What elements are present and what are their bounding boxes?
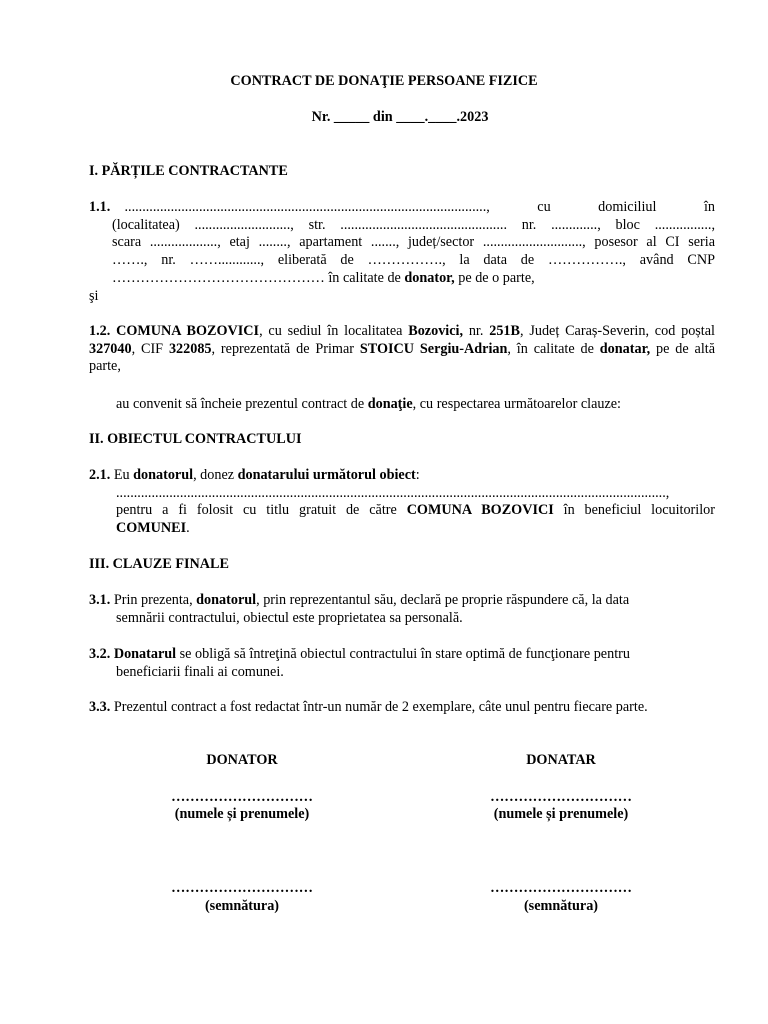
agreement-text-a: au convenit să încheie prezentul contract de (116, 396, 368, 412)
paragraph-1-2 (89, 323, 715, 376)
p12-text-7: pe de altă parte, (89, 340, 716, 375)
donatar-name-label: (numele și prenumele) (493, 806, 629, 823)
agreement-donatie: donaţie (367, 396, 413, 412)
section-3-heading-text: III. CLAUZE FINALE (89, 556, 229, 572)
donatar-sign-dots: ………………………… (490, 880, 632, 897)
p11-donator-bold: donator, (404, 269, 455, 286)
donator-sign-label: (semnătura) (204, 897, 280, 914)
p32-line-1 (89, 646, 715, 664)
p32-text-1: se obligă să întreţină obiectul contractului în stare optimă de funcţionare pentru (176, 646, 630, 662)
donator-title: DONATOR (206, 752, 278, 768)
section-3-heading (89, 556, 229, 574)
p32-number: 3.2. (89, 646, 111, 662)
donatar-name-dots: ………………………… (490, 788, 632, 805)
p21-text-1: Eu (110, 467, 134, 483)
p21-text-2: , donez (193, 467, 238, 483)
p21-object-bold: donatarului următorul obiect (237, 467, 416, 483)
contract-title (0, 73, 768, 91)
p12-locality: Bozovici, (408, 323, 464, 339)
p12-postal-code: 327040 (89, 340, 132, 357)
p21-line-1 (89, 467, 715, 485)
paragraph-3-1 (89, 592, 715, 627)
p12-text-1: , cu sediul în localitatea (259, 323, 409, 339)
p21-comuna: COMUNA BOZOVICI (406, 502, 554, 519)
p31-line-1 (89, 592, 715, 610)
donator-sign-dots: ………………………… (171, 880, 313, 897)
p12-mayor: STOICU Sergiu-Adrian (359, 340, 508, 357)
p12-text-2: nr. (463, 323, 490, 339)
word-si: şi (89, 287, 99, 304)
p11-word-cu: cu (537, 199, 551, 215)
p21-line-3-c: în beneficiul locuitorilor (553, 502, 715, 519)
donatar-title: DONATAR (526, 752, 596, 768)
paragraph-3-2 (89, 646, 715, 681)
p33-number: 3.3. (89, 699, 111, 715)
p11-line-5-c: pe de o parte, (454, 269, 535, 286)
contract-number (0, 109, 768, 127)
donator-name-dots: ………………………… (171, 788, 313, 805)
paragraph-3-3 (89, 699, 729, 717)
signature-donatar (461, 752, 661, 916)
p21-period: . (186, 520, 190, 537)
p12-name: COMUNA BOZOVICI (116, 323, 260, 339)
p11-line-5 (112, 270, 715, 288)
p11-line-5-a: ……………………………………… în calitate de (112, 269, 405, 286)
section-2-heading (89, 431, 301, 449)
p12-cif: 322085 (168, 340, 212, 357)
p11-line-3: scara ..................., etaj ........, apartament ......., județ/sector ............................, posesor al CI seria (112, 234, 715, 251)
p32-donatarul: Donatarul (113, 646, 177, 662)
p12-street-number: 251B (489, 323, 520, 339)
section-2-heading-text: II. OBIECTUL CONTRACTULUI (89, 431, 302, 447)
p11-number: 1.1. (89, 199, 111, 215)
p11-line-2: (localitatea) ..........................., str. ............................................... nr. ............., bloc ................, (112, 216, 715, 233)
contract-title-text: CONTRACT DE DONAŢIE PERSOANE FIZICE (230, 73, 538, 89)
p21-line-4 (116, 520, 715, 538)
section-1-heading-text: I. PĂRȚILE CONTRACTANTE (89, 163, 288, 179)
p11-word-in: în (703, 199, 715, 215)
signature-donator (142, 752, 342, 916)
contract-number-text: Nr. _____ din ____.____.2023 (311, 109, 489, 125)
p12-number: 1.2. (89, 323, 111, 339)
p12-text-4: , CIF (131, 340, 169, 357)
p21-number: 2.1. (89, 467, 111, 483)
p11-name-dots: ......................................................................................................, (124, 199, 490, 215)
p31-donatorul: donatorul (196, 592, 257, 608)
p11-line-4: ……., nr. ……............, eliberată de ……………., la data de ……………., având CNP (112, 252, 715, 269)
p31-line-2: semnării contractului, obiectul este proprietatea sa personală. (116, 609, 463, 626)
p12-text-6: , în calitate de (507, 340, 600, 357)
p21-line-3-a: pentru a fi folosit cu titlu gratuit de către (116, 502, 407, 519)
p12-text-5: , reprezentată de Primar (211, 340, 360, 357)
p31-text-2: , prin reprezentantul său, declară pe proprie răspundere că, la data (256, 592, 630, 608)
paragraph-2-1 (89, 467, 715, 538)
p12-role: donatar, (599, 340, 651, 357)
donatar-sign-label: (semnătura) (523, 897, 599, 914)
p21-colon: : (415, 467, 420, 483)
p12-text-3: , Județ Caraș-Severin, cod poștal (519, 323, 715, 339)
donator-name-label: (numele și prenumele) (174, 806, 310, 823)
p32-line-2: beneficiarii finali ai comunei. (116, 663, 284, 680)
paragraph-1-1 (89, 199, 715, 305)
agreement-line (116, 396, 621, 414)
section-1-heading (89, 163, 288, 181)
p11-line-1 (89, 199, 715, 217)
p21-donatorul: donatorul (133, 467, 194, 483)
p21-comunei: COMUNEI (116, 520, 187, 537)
agreement-text-c: , cu respectarea următoarelor clauze: (412, 396, 622, 412)
p11-word-domiciliul: domiciliul (598, 199, 657, 215)
p31-text-1: Prin prezenta, (110, 592, 197, 608)
p21-line-3 (116, 502, 715, 520)
p33-text: Prezentul contract a fost redactat într-un număr de 2 exemplare, câte unul pentru fiecare parte. (110, 699, 648, 715)
p31-number: 3.1. (89, 592, 111, 608)
p21-object-dots: ..........................................................................................................................................................., (116, 484, 670, 501)
